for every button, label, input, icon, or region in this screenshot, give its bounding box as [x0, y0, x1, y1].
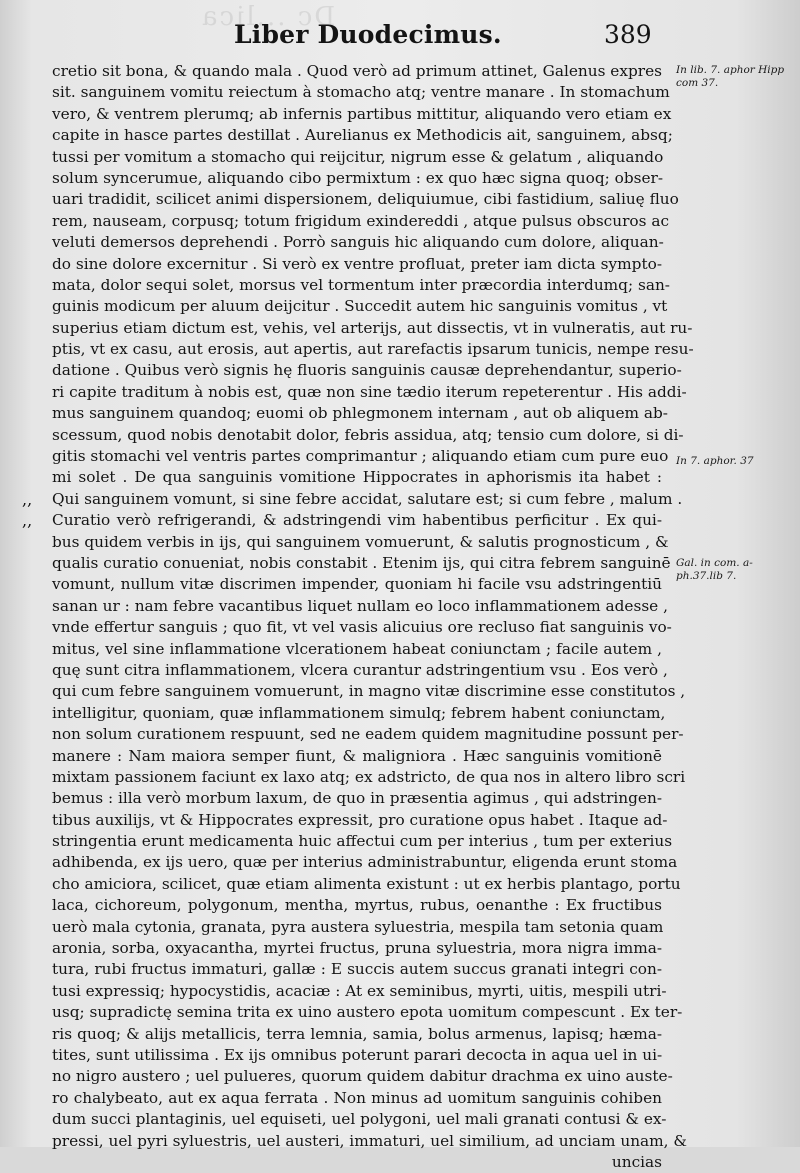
text-line-content: sit. sanguinem vomitu reiectum à stomacho atq; ventre manare . In stomachum — [52, 83, 670, 102]
text-line — [52, 296, 668, 317]
text-line-content: gitis stomachi vel ventris partes comprimantur ; aliquando etiam cum pure euo — [52, 447, 669, 466]
marginal-note: Gal. in com. a- ph.37.lib 7. — [676, 557, 753, 582]
text-line — [52, 275, 670, 296]
text-line — [52, 895, 662, 916]
text-line-content: bemus : illa verò morbum laxum, de quo in præsentia agimus , qui adstringen- — [52, 789, 662, 808]
text-line-content: uari tradidit, scilicet animi dispersionem, deliquiumue, cibi fastidium, saliuę fluo — [52, 190, 679, 209]
text-line-content: capite in hasce partes destillat . Aurelianus ex Methodicis ait, sanguinem, absq; — [52, 126, 673, 145]
text-line — [52, 703, 666, 724]
text-line — [52, 617, 672, 638]
text-line-content: qui cum febre sanguinem vomuerunt, in magno vitæ discrimine esse constitutos , — [52, 682, 686, 701]
text-line — [52, 211, 670, 232]
text-line-content: scessum, quod nobis denotabit dolor, febris assidua, atq; tensio cum dolore, si di- — [52, 425, 684, 444]
text-line-content: vero, & ventrem plerumq; ab infernis partibus mittitur, aliquando vero etiam ex — [52, 104, 672, 123]
text-line — [52, 852, 678, 873]
text-line-content: veluti demersos deprehendi . Porrò sanguis hic aliquando cum dolore, aliquan- — [52, 233, 664, 252]
text-line-content: no nigro austero ; uel pulueres, quorum quidem dabitur drachma ex uino auste- — [52, 1067, 673, 1086]
text-line-content: tibus auxilijs, vt & Hippocrates expressit, pro curatione opus habet . Itaque ad- — [52, 810, 668, 829]
text-line-content: ri capite traditum à nobis est, quæ non sine tædio iterum repeterentur . His addi- — [52, 382, 687, 401]
text-line — [52, 467, 662, 488]
page-number: 389 — [604, 20, 652, 49]
text-line — [52, 767, 686, 788]
text-line-content: datione . Quibus verò signis hę fluoris sanguinis causæ deprehendantur, superio- — [52, 361, 682, 380]
text-line-content: guinis modicum per aluum deijcitur . Succedit autem hic sanguinis vomitus , vt — [52, 297, 668, 316]
text-line — [52, 1045, 662, 1066]
text-line — [52, 746, 662, 767]
text-line — [52, 125, 673, 146]
text-line — [52, 232, 662, 253]
text-line-content: Qui sanguinem vomunt, si sine febre accidat, salutare est; si cum febre , malum . — [52, 489, 683, 508]
text-line-content: do sine dolore excernitur . Si verò ex ventre profluat, preter iam dicta sympto- — [52, 254, 662, 273]
text-line-content: superius etiam dictum est, vehis, vel arterijs, aut dissectis, vt in vulneratis, aut ru- — [52, 318, 693, 337]
text-line — [52, 917, 662, 938]
text-line-content: ptis, vt ex casu, aut erosis, aut apertis, aut rarefactis ipsarum tunicis, nempe resu- — [52, 340, 694, 359]
text-line — [52, 874, 681, 895]
text-line — [52, 1109, 667, 1130]
text-line — [52, 660, 668, 681]
text-line — [52, 1002, 683, 1023]
text-line-content: usq; supradictę semina trita ex uino austero epota uomitum compescunt . Ex ter- — [52, 1003, 683, 1022]
text-line — [52, 1152, 662, 1173]
marginal-note: In lib. 7. aphor Hipp com 37. — [676, 64, 785, 89]
text-line — [52, 788, 662, 809]
text-line-content: non solum curationem respuunt, sed ne eadem quidem magnitudine possunt per- — [52, 725, 684, 744]
text-line-content: tites, sunt utilissima . Ex ijs omnibus poterunt parari decocta in aqua uel in ui- — [52, 1045, 663, 1064]
text-line — [52, 724, 684, 745]
text-line — [52, 425, 684, 446]
text-line-content: sanan ur : nam febre vacantibus liquet nullam eo loco inflammationem adesse , — [52, 596, 668, 615]
text-line — [52, 446, 669, 467]
text-line-content: ris quoq; & alijs metallicis, terra lemnia, samia, bolus armenus, lapisq; hæma- — [52, 1024, 662, 1043]
text-line-content: qualis curatio conueniat, nobis constabit . Etenim ijs, qui citra febrem sanguinē — [52, 553, 671, 572]
text-line — [52, 532, 669, 553]
text-line — [52, 360, 682, 381]
text-line — [52, 553, 671, 574]
text-line — [52, 959, 662, 980]
text-line-content: tura, rubi fructus immaturi, gallæ : E succis autem succus granati integri con- — [52, 960, 662, 979]
text-line — [52, 82, 670, 103]
quotation-marker: ,, — [22, 511, 33, 531]
quotation-marker: ,, — [22, 489, 33, 509]
text-line — [52, 831, 673, 852]
text-line — [52, 1088, 662, 1109]
text-line — [52, 104, 672, 125]
text-line-content: intelligitur, quoniam, quæ inflammationem simulq; febrem habent coniunctam, — [52, 703, 666, 722]
text-line-content: adhibenda, ex ijs uero, quæ per interius administrabuntur, eligenda erunt stoma — [52, 853, 678, 872]
text-line-content: dum succi plantaginis, uel equiseti, uel polygoni, uel mali granati contusi & ex- — [52, 1110, 667, 1129]
text-line — [22, 489, 683, 510]
text-line-content: cretio sit bona, & quando mala . Quod verò ad primum attinet, Galenus expres — [52, 62, 662, 80]
text-line-content: mitus, vel sine inflammatione vlcerationem habeat coniunctam ; facile autem , — [52, 639, 662, 658]
text-line — [52, 403, 668, 424]
text-line-content: uerò mala cytonia, granata, pyra austera syluestria, mespila tam setonia quam — [52, 917, 664, 936]
text-line — [52, 61, 662, 82]
text-line — [52, 981, 667, 1002]
text-line — [52, 254, 662, 275]
text-line — [52, 318, 693, 339]
text-line — [52, 1131, 688, 1152]
text-line — [52, 639, 662, 660]
text-line — [52, 1024, 662, 1045]
text-line-content: tusi expressiq; hypocystidis, acaciæ : At ex seminibus, myrti, uitis, mespili utri- — [52, 981, 667, 1000]
text-line — [52, 596, 668, 617]
text-line-content: vomunt, nullum vitæ discrimen impender, quoniam hi facile vsu adstringentiū — [52, 575, 662, 594]
text-line-content: cho amiciora, scilicet, quæ etiam alimenta existunt : ut ex herbis plantago, portu — [52, 874, 681, 893]
text-line-content: mi solet . De qua sanguinis vomitione Hippocrates in aphorismis ita habet : — [52, 468, 662, 487]
text-line — [52, 810, 668, 831]
text-line-content: laca, cichoreum, polygonum, mentha, myrtus, rubus, oenanthe : Ex fructibus — [52, 896, 662, 915]
text-line-content: stringentia erunt medicamenta huic affectui cum per interius , tum per exterius — [52, 832, 673, 851]
text-line — [52, 574, 662, 595]
text-line — [52, 189, 679, 210]
text-line-content: mixtam passionem faciunt ex laxo atq; ex adstricto, de qua nos in altero libro scri — [52, 767, 686, 786]
text-line — [22, 510, 662, 531]
text-line-content: pressi, uel pyri syluestris, uel austeri, immaturi, uel similium, ad unciam unam, & — [52, 1131, 688, 1150]
text-line — [52, 681, 686, 702]
bleed-through-text: Dc ...lica — [200, 2, 336, 32]
text-line-content: ro chalybeato, aut ex aqua ferrata . Non minus ad uomitum sanguinis cohiben — [52, 1088, 662, 1107]
text-line — [52, 1066, 673, 1087]
text-line-content: manere : Nam maiora semper fiunt, & maligniora . Hæc sanguinis vomitionē — [52, 746, 662, 765]
running-title: Liber Duodecimus. — [234, 20, 502, 49]
text-line — [52, 938, 662, 959]
text-line — [52, 382, 687, 403]
text-line — [52, 339, 694, 360]
text-line-content: mus sanguinem quandoq; euomi ob phlegmonem internam , aut ob aliquem ab- — [52, 404, 668, 423]
text-line-content: aronia, sorba, oxyacantha, myrtei fructus, pruna syluestria, mora nigra imma- — [52, 939, 662, 958]
text-line-content: vnde effertur sanguis ; quo fit, vt vel vasis alicuius ore recluso fiat sanguinis vo- — [52, 618, 672, 637]
text-line — [52, 147, 662, 168]
text-line-content: bus quidem verbis in ijs, qui sanguinem vomuerunt, & salutis prognosticum , & — [52, 532, 669, 551]
marginal-note: In 7. aphor. 37 — [676, 455, 754, 467]
text-line-content: quę sunt citra inflammationem, vlcera curantur adstringentium vsu . Eos verò , — [52, 660, 668, 679]
text-line-content: rem, nauseam, corpusq; totum frigidum exindereddi , atque pulsus obscuros ac — [52, 211, 670, 230]
text-line-content: mata, dolor sequi solet, morsus vel tormentum inter præcordia interdumq; san- — [52, 275, 670, 294]
text-line-content: Curatio verò refrigerandi, & adstringendi vim habentibus perficitur . Ex qui- — [52, 511, 662, 530]
text-line-content: uncias — [611, 1152, 662, 1171]
text-line-content: tussi per vomitum a stomacho qui reijcitur, nigrum esse & gelatum , aliquando — [52, 147, 664, 166]
text-line — [52, 168, 662, 189]
text-line-content: solum syncerumue, aliquando cibo permixtum : ex quo hæc signa quoq; obser- — [52, 168, 664, 187]
main-text-block — [22, 61, 694, 1173]
